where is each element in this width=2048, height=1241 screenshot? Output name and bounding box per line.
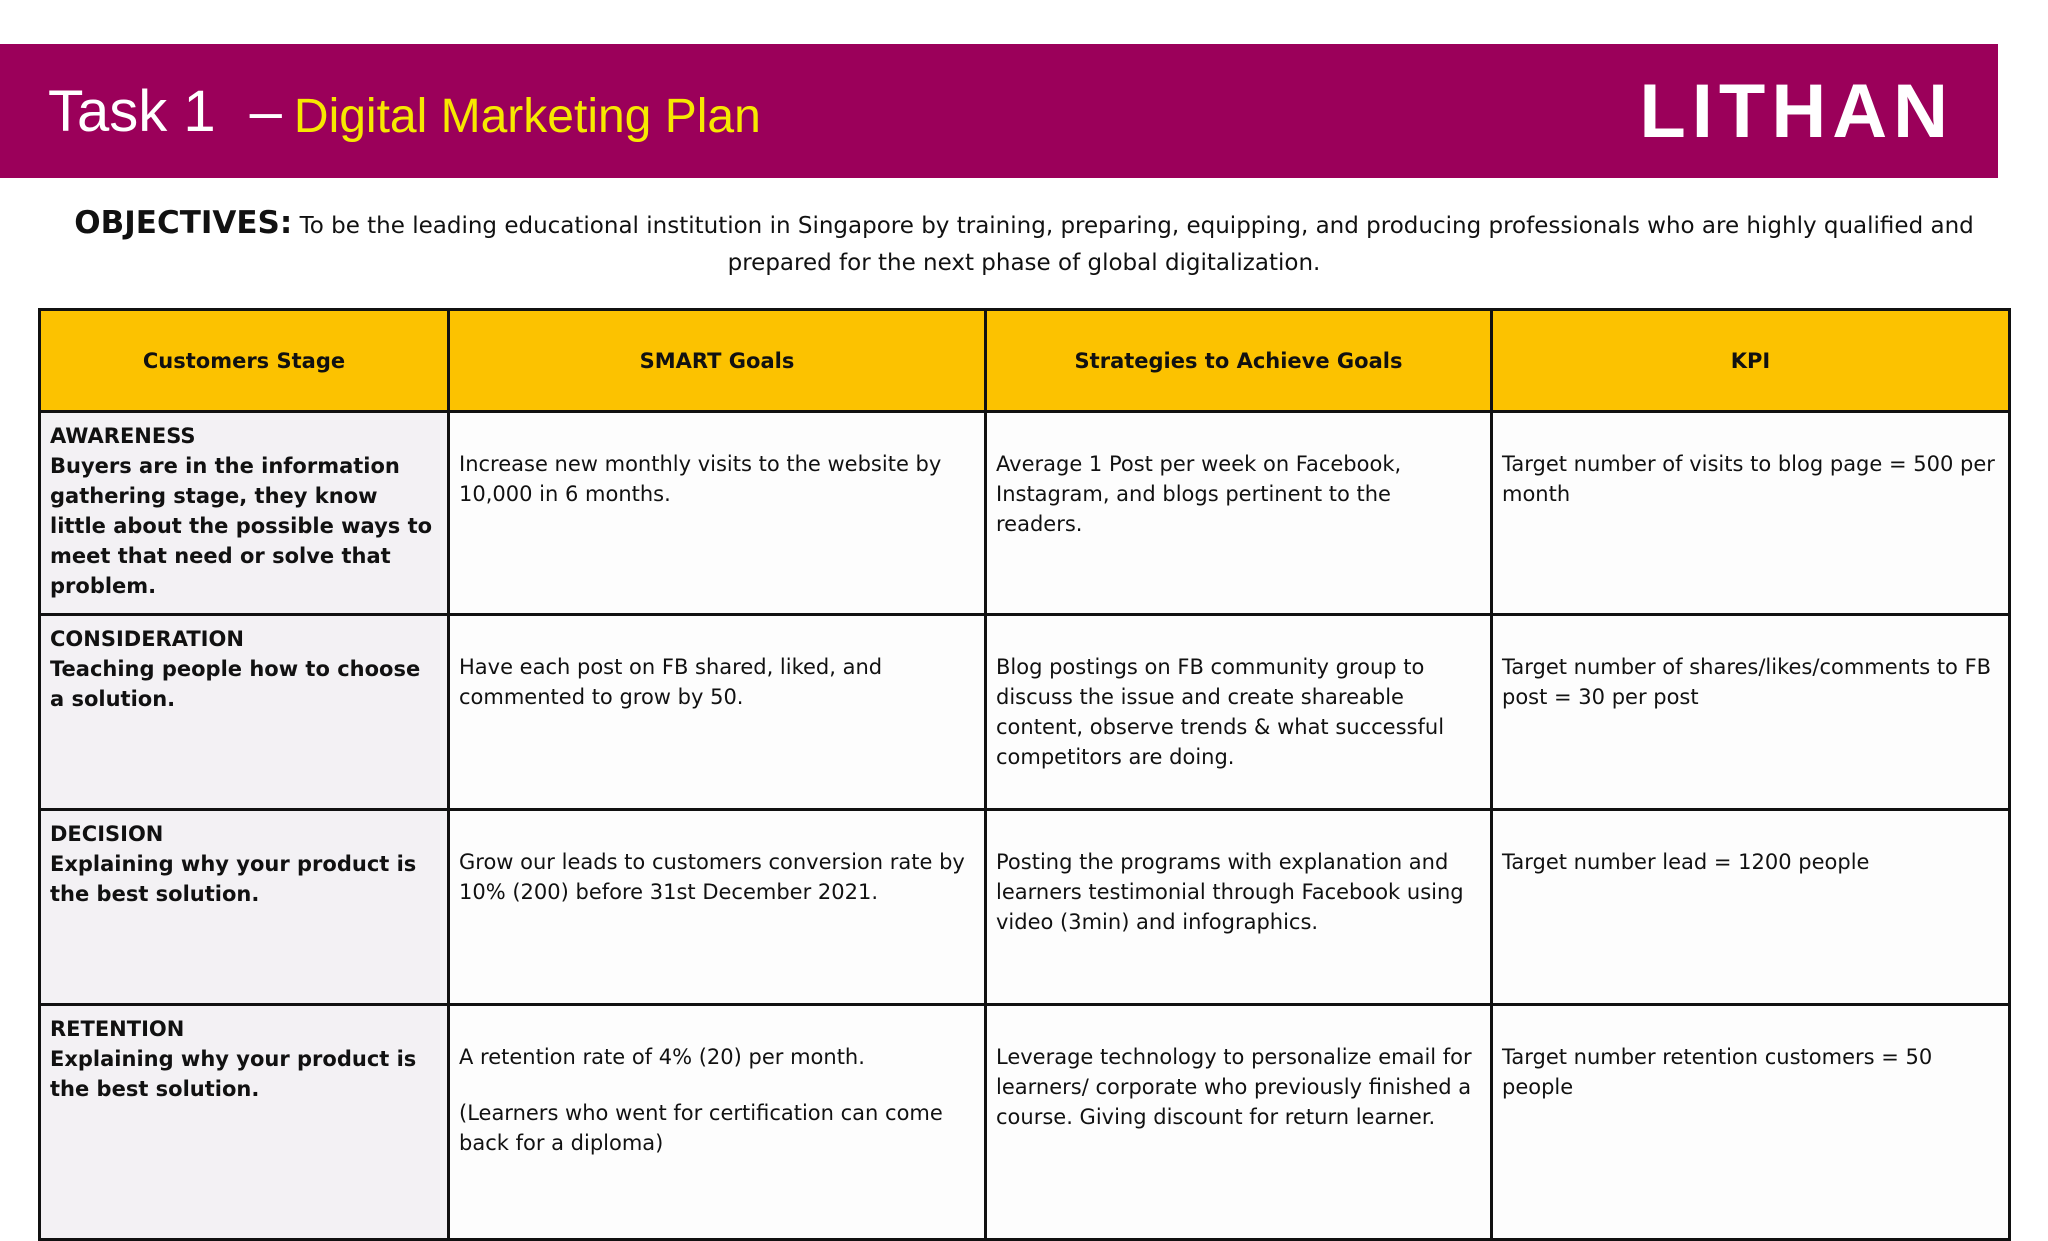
title-dash: – [249, 78, 282, 144]
strategy-cell [986, 1005, 1492, 1240]
stage-description: Explaining why your product is the best solution. [50, 852, 417, 906]
stage-description: Teaching people how to choose a solution. [50, 657, 421, 711]
kpi-cell [1492, 615, 2010, 810]
table-row [40, 615, 2010, 810]
stage-description: Explaining why your product is the best solution. [50, 1047, 417, 1101]
plan-title: Digital Marketing Plan [293, 89, 761, 143]
smart-goal-cell [449, 810, 986, 1005]
stage-title: AWARENESS [50, 424, 196, 448]
smart-goal: A retention rate of 4% (20) per month. [459, 1045, 865, 1069]
strategy: Leverage technology to personalize email for learners/ corporate who previously finished a course. Giving discount for return learner. [996, 1045, 1472, 1129]
lithan-logo: LITHAN [1639, 68, 1954, 154]
stage-cell [40, 615, 449, 810]
stage-title: RETENTION [50, 1017, 185, 1041]
smart-goal: Increase new monthly visits to the website by 10,000 in 6 months. [459, 452, 942, 506]
stage-cell [40, 1005, 449, 1240]
kpi: Target number of visits to blog page = 500 per month [1502, 452, 1995, 506]
task-label: Task 1 [48, 78, 216, 144]
stage-description: Buyers are in the information gathering stage, they know little about the possible ways to meet that need or solve that problem. [50, 454, 433, 598]
strategy-cell [986, 412, 1492, 615]
header-smart-goals: SMART Goals [449, 310, 986, 412]
strategy: Blog postings on FB community group to discuss the issue and create shareable content, observe trends & what successful competitors are doing. [996, 655, 1445, 769]
table-row [40, 1005, 2010, 1240]
table-header-row [40, 310, 2010, 412]
header-kpi: KPI [1492, 310, 2010, 412]
smart-goal-cell [449, 615, 986, 810]
kpi: Target number retention customers = 50 people [1502, 1045, 1933, 1099]
kpi-cell [1492, 1005, 2010, 1240]
slide-title [48, 44, 761, 178]
stage-title: CONSIDERATION [50, 627, 244, 651]
smart-goal-cell [449, 1005, 986, 1240]
stage-title: DECISION [50, 822, 164, 846]
kpi-cell [1492, 412, 2010, 615]
smart-goal-cell [449, 412, 986, 615]
strategy: Average 1 Post per week on Facebook, Instagram, and blogs pertinent to the readers. [996, 452, 1402, 536]
strategy: Posting the programs with explanation and learners testimonial through Facebook using video (3min) and infographics. [996, 850, 1464, 934]
header-banner [0, 44, 1998, 178]
objectives-label: OBJECTIVES: [74, 205, 293, 241]
strategy-cell [986, 810, 1492, 1005]
stage-cell [40, 412, 449, 615]
strategy-cell [986, 615, 1492, 810]
smart-goal-note: (Learners who went for certification can come back for a diploma) [459, 1101, 943, 1155]
table-row [40, 810, 2010, 1005]
header-strategies: Strategies to Achieve Goals [986, 310, 1492, 412]
kpi: Target number of shares/likes/comments to FB post = 30 per post [1502, 655, 1992, 709]
table-row [40, 412, 2010, 615]
header-customers-stage: Customers Stage [40, 310, 449, 412]
marketing-plan-table [38, 308, 2011, 1241]
kpi-cell [1492, 810, 2010, 1005]
kpi: Target number lead = 1200 people [1502, 850, 1870, 874]
stage-cell [40, 810, 449, 1005]
smart-goal: Grow our leads to customers conversion rate by 10% (200) before 31st December 2021. [459, 850, 965, 904]
smart-goal: Have each post on FB shared, liked, and commented to grow by 50. [459, 655, 883, 709]
objectives-statement [60, 205, 1988, 282]
objectives-text: To be the leading educational institution in Singapore by training, preparing, equipping, and producing professionals who are highly qualified and prepared for the next phase of global digitalization. [299, 213, 1974, 276]
